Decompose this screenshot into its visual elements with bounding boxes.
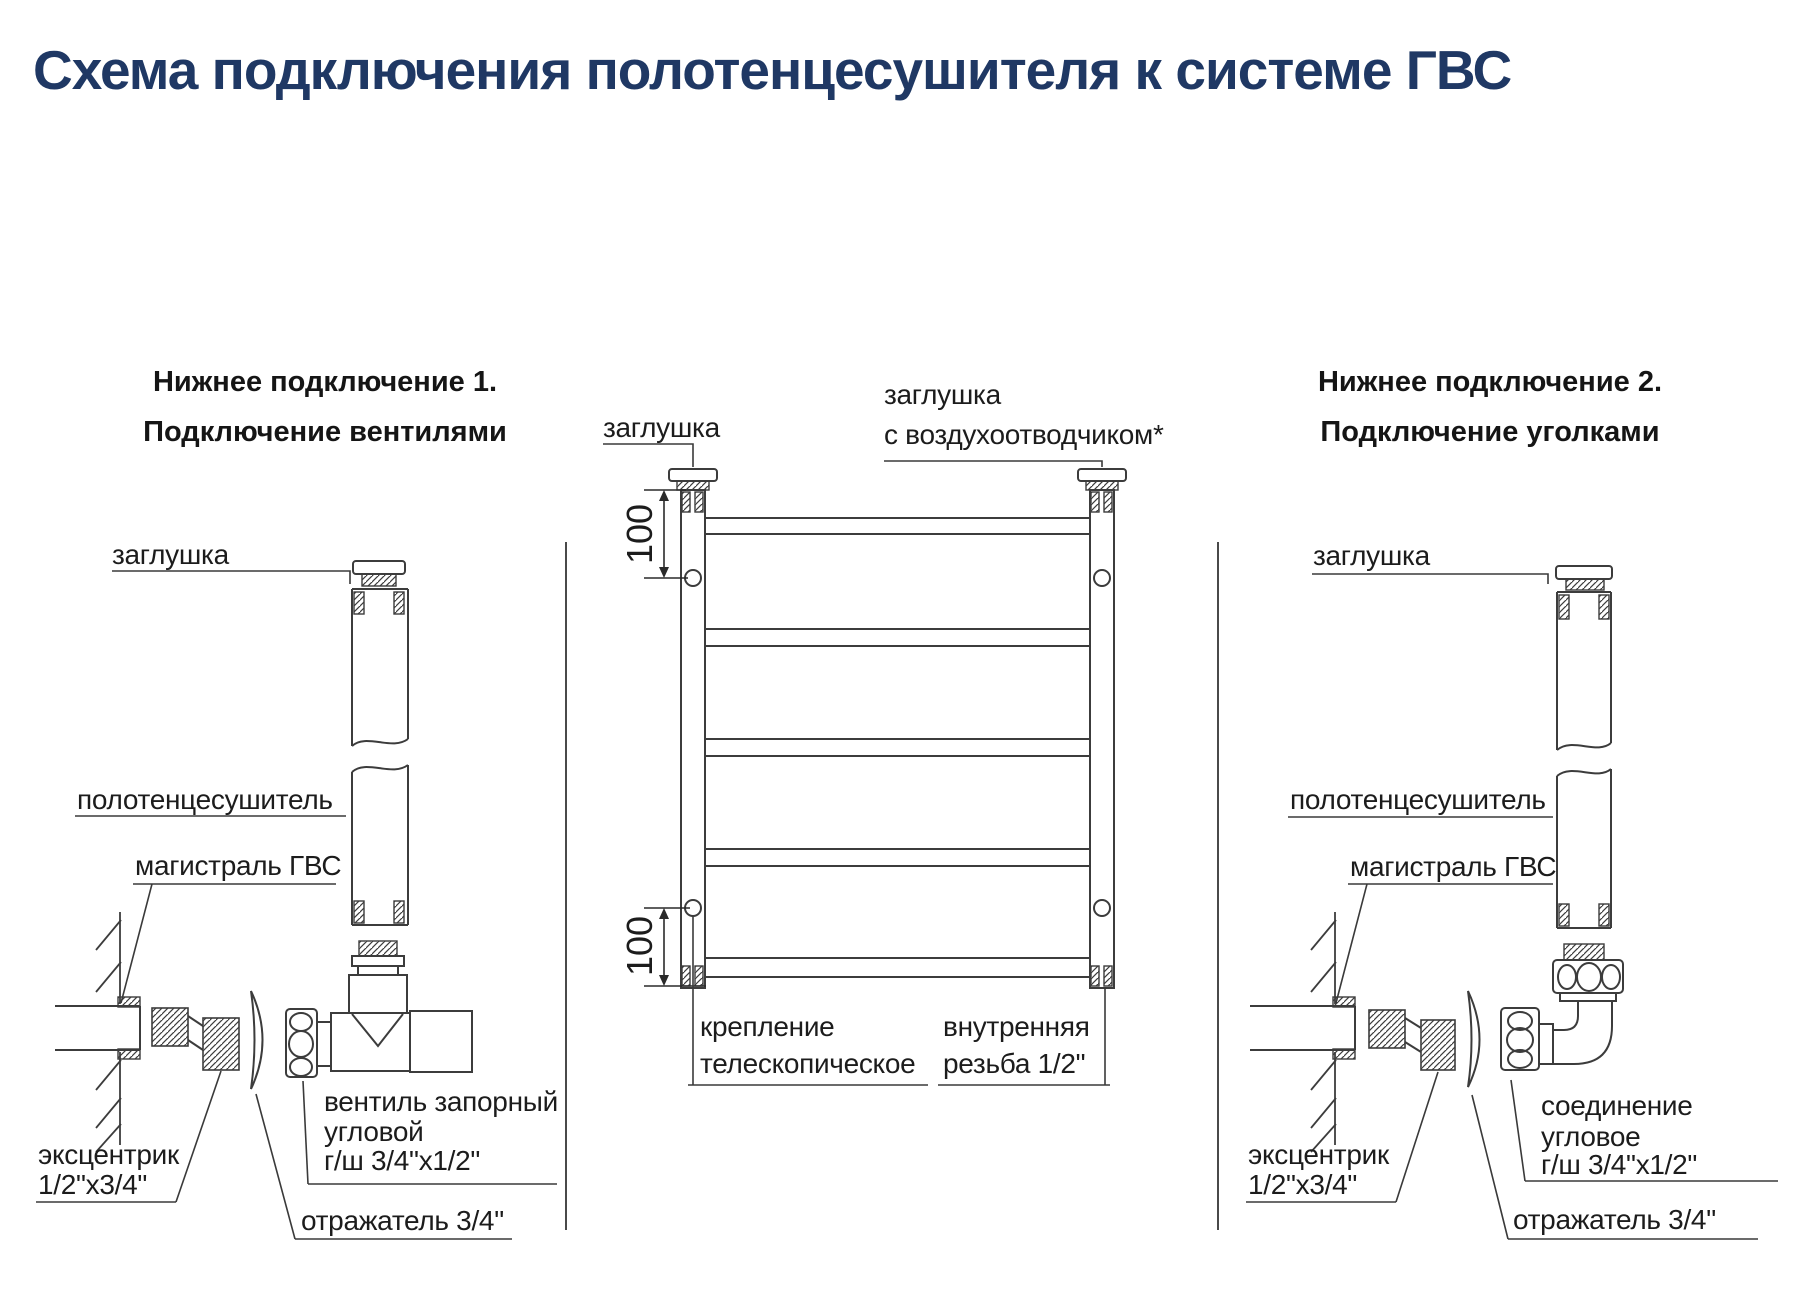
right-reflector-drawing bbox=[1468, 991, 1480, 1087]
right-eccentric-label-2: 1/2"x3/4" bbox=[1248, 1169, 1358, 1200]
right-angle-union-drawing bbox=[1501, 944, 1623, 1070]
left-valve-label-3: г/ш 3/4"x1/2" bbox=[324, 1145, 481, 1176]
left-hws-main-label: магистраль ГВС bbox=[135, 850, 342, 881]
rail-rungs bbox=[705, 518, 1090, 977]
left-valve-drawing bbox=[286, 941, 472, 1077]
right-towel-rail-label: полотенцесушитель bbox=[1290, 784, 1546, 815]
right-supply-pipe-drawing bbox=[1250, 997, 1355, 1059]
towel-rail-drawing bbox=[669, 469, 1126, 988]
middle-cap-label: заглушка bbox=[603, 412, 720, 443]
right-wall-drawing bbox=[1311, 912, 1336, 1152]
left-reflector-label: отражатель 3/4" bbox=[301, 1205, 504, 1236]
left-cap-label: заглушка bbox=[112, 539, 229, 570]
left-towel-rail-label: полотенцесушитель bbox=[77, 784, 333, 815]
right-hws-main-label: магистраль ГВС bbox=[1350, 851, 1557, 882]
leader-lines bbox=[36, 444, 1778, 1239]
left-eccentric-drawing bbox=[152, 1008, 239, 1070]
right-connection-label-1: соединение bbox=[1541, 1090, 1693, 1121]
middle-mount-label-1: крепление bbox=[700, 1011, 835, 1042]
middle-thread-label-1: внутренняя bbox=[943, 1011, 1090, 1042]
left-eccentric-label-1: эксцентрик bbox=[38, 1139, 179, 1170]
left-valve-label-2: угловой bbox=[324, 1116, 424, 1147]
left-eccentric-label-2: 1/2"x3/4" bbox=[38, 1169, 148, 1200]
right-connection-label-2: угловое bbox=[1541, 1121, 1641, 1152]
right-eccentric-drawing bbox=[1369, 1010, 1455, 1070]
right-reflector-label: отражатель 3/4" bbox=[1513, 1204, 1716, 1235]
middle-air-cap-label-2: с воздухоотводчиком* bbox=[884, 419, 1164, 450]
left-valve-label-1: вентиль запорный bbox=[324, 1086, 558, 1117]
middle-air-cap-label-1: заглушка bbox=[884, 379, 1001, 410]
middle-thread-label-2: резьба 1/2" bbox=[943, 1048, 1086, 1079]
right-cap-label: заглушка bbox=[1313, 540, 1430, 571]
right-cap-drawing bbox=[1556, 566, 1612, 590]
dimension-bottom-value: 100 bbox=[619, 915, 660, 977]
dimension-top-value: 100 bbox=[619, 503, 660, 565]
right-section-heading-1: Нижнее подключение 2. bbox=[1317, 366, 1663, 398]
left-section-heading-2: Подключение вентилями bbox=[143, 416, 507, 448]
page-title: Схема подключения полотенцесушителя к системе ГВС bbox=[33, 39, 1512, 101]
cap-plug-drawing bbox=[669, 469, 717, 490]
left-wall-drawing bbox=[96, 912, 121, 1152]
left-section-heading-1: Нижнее подключение 1. bbox=[152, 366, 498, 398]
left-supply-pipe-drawing bbox=[55, 997, 140, 1059]
air-vent-cap-drawing bbox=[1078, 469, 1126, 490]
left-reflector-drawing bbox=[251, 991, 263, 1089]
right-connection-label-3: г/ш 3/4"x1/2" bbox=[1541, 1149, 1698, 1180]
middle-mount-label-2: телескопическое bbox=[700, 1048, 916, 1079]
right-section-heading-2: Подключение уголками bbox=[1320, 416, 1660, 448]
left-cap-drawing bbox=[353, 561, 405, 586]
right-eccentric-label-1: эксцентрик bbox=[1248, 1139, 1389, 1170]
